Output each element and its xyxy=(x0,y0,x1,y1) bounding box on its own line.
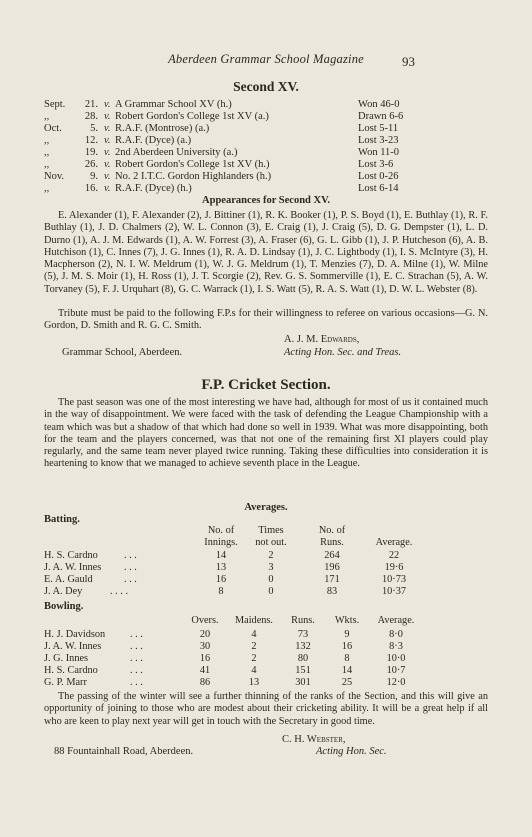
fixture-row xyxy=(44,111,404,123)
fixture-row xyxy=(44,123,404,135)
leader-dots: . . . xyxy=(130,641,143,652)
average-value: 19·6 xyxy=(384,562,404,573)
wkts-value: 25 xyxy=(341,677,353,688)
fixture-day: 28. xyxy=(84,111,98,122)
averages-title: Averages. xyxy=(244,502,288,513)
fixture-day: 19. xyxy=(84,147,98,158)
fixture-month: ,, xyxy=(44,159,50,170)
fixture-result: Won 11-0 xyxy=(358,147,400,158)
fixture-opponent: 2nd Aberdeen University (a.) xyxy=(115,147,238,158)
fixture-opponent: Robert Gordon's College 1st XV (a.) xyxy=(115,111,269,122)
fixture-day: 21. xyxy=(84,99,98,110)
leader-dots: . . . xyxy=(130,665,143,676)
header-innings-line1: No. of xyxy=(207,525,235,536)
player-name: J. G. Innes xyxy=(44,653,89,664)
second-xv-title: Second XV. xyxy=(233,79,299,94)
fixture-versus: v. xyxy=(104,183,111,194)
fixture-opponent: Robert Gordon's College 1st XV (h.) xyxy=(115,159,270,170)
fixture-result: Lost 3-6 xyxy=(358,159,394,170)
fixture-result: Lost 0-26 xyxy=(358,171,399,182)
fixture-month: ,, xyxy=(44,147,50,158)
fixture-versus: v. xyxy=(104,159,111,170)
runs-value: 171 xyxy=(324,574,340,585)
fixture-versus: v. xyxy=(104,123,111,134)
average-value: 10·37 xyxy=(381,586,407,597)
fixture-month: Nov. xyxy=(44,171,65,182)
player-name: H. J. Davidson xyxy=(44,629,106,640)
header-innings-line2: Innings. xyxy=(204,537,238,548)
fixture-opponent: R.A.F. (Dyce) (a.) xyxy=(115,135,192,146)
fixture-row xyxy=(44,159,404,171)
fixture-versus: v. xyxy=(104,111,111,122)
notout-value: 0 xyxy=(268,574,274,585)
cricket-closing-text: The passing of the winter will see a further thinning of the ranks of the Section, and this will give an opportunity of joining to those who are modest about their cricketing ability. It will be a great help if all who are keen to play next year will get in touch with the Secretary in good time. xyxy=(44,691,488,727)
fixture-day: 16. xyxy=(84,183,98,194)
overs-value: 86 xyxy=(199,677,211,688)
fixture-versus: v. xyxy=(104,135,111,146)
cricket-signature-address: 88 Fountainhall Road, Aberdeen. xyxy=(54,746,194,757)
cricket-signature-name: C. H. Webster, xyxy=(282,734,346,745)
fixture-month: Oct. xyxy=(44,123,62,134)
fixture-day: 9. xyxy=(90,171,98,182)
fixture-versus: v. xyxy=(104,99,111,110)
leader-dots: . . . xyxy=(124,574,137,585)
fixture-month: ,, xyxy=(44,111,50,122)
player-name: H. S. Cardno xyxy=(44,665,98,676)
header-notout-line2: not out. xyxy=(255,537,287,548)
leader-dots: . . . xyxy=(130,677,143,688)
fixture-month: ,, xyxy=(44,135,50,146)
average-value: 8·3 xyxy=(389,641,403,652)
fixture-versus: v. xyxy=(104,171,111,182)
maidens-value: 4 xyxy=(251,629,257,640)
header-average: Average. xyxy=(377,615,415,626)
leader-dots: . . . xyxy=(124,550,137,561)
notout-value: 3 xyxy=(268,562,274,573)
average-value: 10·0 xyxy=(386,653,406,664)
average-value: 12·0 xyxy=(386,677,406,688)
wkts-value: 14 xyxy=(341,665,353,676)
maidens-value: 4 xyxy=(251,665,257,676)
fixture-opponent: No. 2 I.T.C. Gordon Highlanders (h.) xyxy=(115,171,272,182)
average-value: 22 xyxy=(388,550,400,561)
leader-dots: . . . xyxy=(130,653,143,664)
innings-value: 16 xyxy=(215,574,227,585)
player-name: H. S. Cardno xyxy=(44,550,98,561)
fixture-result: Lost 3-23 xyxy=(358,135,399,146)
fp-cricket-title: F.P. Cricket Section. xyxy=(201,377,331,393)
fixture-month: Sept. xyxy=(44,99,66,110)
runs-value: 80 xyxy=(297,653,309,664)
player-name: E. A. Gauld xyxy=(44,574,93,585)
runs-value: 132 xyxy=(295,641,311,652)
batting-title: Batting. xyxy=(44,514,80,525)
runs-value: 73 xyxy=(297,629,309,640)
leader-dots: . . . xyxy=(124,562,137,573)
maidens-value: 2 xyxy=(251,653,257,664)
fixture-row xyxy=(44,183,404,195)
notout-value: 0 xyxy=(268,586,274,597)
bowling-title: Bowling. xyxy=(44,601,84,612)
runs-value: 301 xyxy=(295,677,311,688)
fixture-result: Won 46-0 xyxy=(358,99,400,110)
average-value: 10·73 xyxy=(381,574,407,585)
second-xv-signature-name: A. J. M. Edwards, xyxy=(284,334,360,345)
fixture-month: ,, xyxy=(44,183,50,194)
average-value: 10·7 xyxy=(386,665,406,676)
innings-value: 13 xyxy=(215,562,227,573)
average-value: 8·0 xyxy=(389,629,403,640)
overs-value: 16 xyxy=(199,653,211,664)
appearances-title: Appearances for Second XV. xyxy=(202,195,330,206)
fixture-result: Lost 6-14 xyxy=(358,183,399,194)
maidens-value: 2 xyxy=(251,641,257,652)
fixture-row xyxy=(44,147,404,159)
overs-value: 30 xyxy=(199,641,211,652)
cricket-signature-title: Acting Hon. Sec. xyxy=(316,746,387,757)
fixture-day: 12. xyxy=(84,135,98,146)
player-name: J. A. W. Innes xyxy=(44,562,102,573)
second-xv-signature-address: Grammar School, Aberdeen. xyxy=(62,347,183,358)
header-maidens: Maidens. xyxy=(234,615,274,626)
wkts-value: 16 xyxy=(341,641,353,652)
overs-value: 41 xyxy=(199,665,211,676)
leader-dots: . . . xyxy=(130,629,143,640)
fixture-day: 5. xyxy=(90,123,98,134)
fixture-row xyxy=(44,135,404,147)
innings-value: 8 xyxy=(218,586,224,597)
tribute-text: Tribute must be paid to the following F.P.s for their willingness to referee on various occasions—G. N. Gordon, D. Smith and R. G. C. Smith. xyxy=(44,308,488,332)
notout-value: 2 xyxy=(268,550,274,561)
page-number: 93 xyxy=(402,54,415,69)
fixture-opponent: R.A.F. (Dyce) (h.) xyxy=(115,183,192,194)
player-name: J. A. Dey xyxy=(44,586,83,597)
player-name: J. A. W. Innes xyxy=(44,641,102,652)
fixture-row xyxy=(44,171,404,183)
runs-value: 151 xyxy=(295,665,311,676)
wkts-value: 9 xyxy=(344,629,350,640)
runs-value: 196 xyxy=(324,562,340,573)
leader-dots: . . . . xyxy=(110,586,129,597)
fixture-result: Drawn 6-6 xyxy=(358,111,404,122)
runs-value: 83 xyxy=(326,586,338,597)
player-name: G. P. Marr xyxy=(44,677,87,688)
header-runs-line1: No. of xyxy=(318,525,346,536)
cricket-intro-text: The past season was one of the most interesting we have had, although for most of us it contained much in the way of disappointment. We were faced with the task of defending the League Championship with a team which was but a shadow of that which had done so well in 1939. What was more disappointing, both for the team and the players concerned, was that not one of the remaining first XI players could play regularly, and the same team never played twice running. Taking these difficulties into consideration it is heartening to know that we managed to achieve seventh place in the League. xyxy=(44,397,488,470)
running-head: Aberdeen Grammar School Magazine xyxy=(168,52,364,66)
fixture-opponent: R.A.F. (Montrose) (a.) xyxy=(115,123,210,134)
fixture-day: 26. xyxy=(84,159,98,170)
overs-value: 20 xyxy=(199,629,211,640)
fixture-opponent: A Grammar School XV (h.) xyxy=(115,99,232,110)
header-runs-line2: Runs. xyxy=(320,537,344,548)
header-notout-line1: Times xyxy=(258,525,284,536)
second-xv-signature-title: Acting Hon. Sec. and Treas. xyxy=(284,347,402,358)
wkts-value: 8 xyxy=(344,653,350,664)
fixture-result: Lost 5-11 xyxy=(358,123,399,134)
fixture-versus: v. xyxy=(104,147,111,158)
header-overs: Overs. xyxy=(191,615,219,626)
fixture-row xyxy=(44,99,404,111)
header-wkts: Wkts. xyxy=(334,615,360,626)
header-runs: Runs. xyxy=(291,615,315,626)
appearances-text: E. Alexander (1), F. Alexander (2), J. Bittiner (1), R. K. Booker (1), P. S. Boyd (1), E. Buthlay (1), R. F. Buthlay (1), J. D. Chalmers (2), W. L. Connon (3), E. Craig (1), J. Craig (5), D. G. Dempster (1), L. D. Durno (1), A. J. M. Edwards (1), A. W. Forrest (3), A. Fraser (6), G. L. Gibb (1), J. P. Hutcheson (6), A. B. Hutchison (1), C. Innes (7), J. G. Innes (1), R. A. D. Lindsay (1), J. C. Lightbody (1), I. S. McIntyre (3), H. Macpherson (2), N. I. W. Meldrum (1), W. J. G. Meldrum (1), T. Menzies (7), D. A. Milne (1), W. Milne (5), J. M. S. Moir (1), H. Ross (1), J. T. Scorgie (2), Rev. G. S. Sommerville (1), E. C. Strachan (5), A. W. Torvaney (5), F. J. Urquhart (8), G. C. Warrack (1), I. S. Watt (5), R. A. S. Watt (1), D. W. L. Webster (8). xyxy=(44,210,488,295)
runs-value: 264 xyxy=(324,550,340,561)
maidens-value: 13 xyxy=(248,677,260,688)
header-average: Average. xyxy=(375,537,413,548)
innings-value: 14 xyxy=(215,550,227,561)
